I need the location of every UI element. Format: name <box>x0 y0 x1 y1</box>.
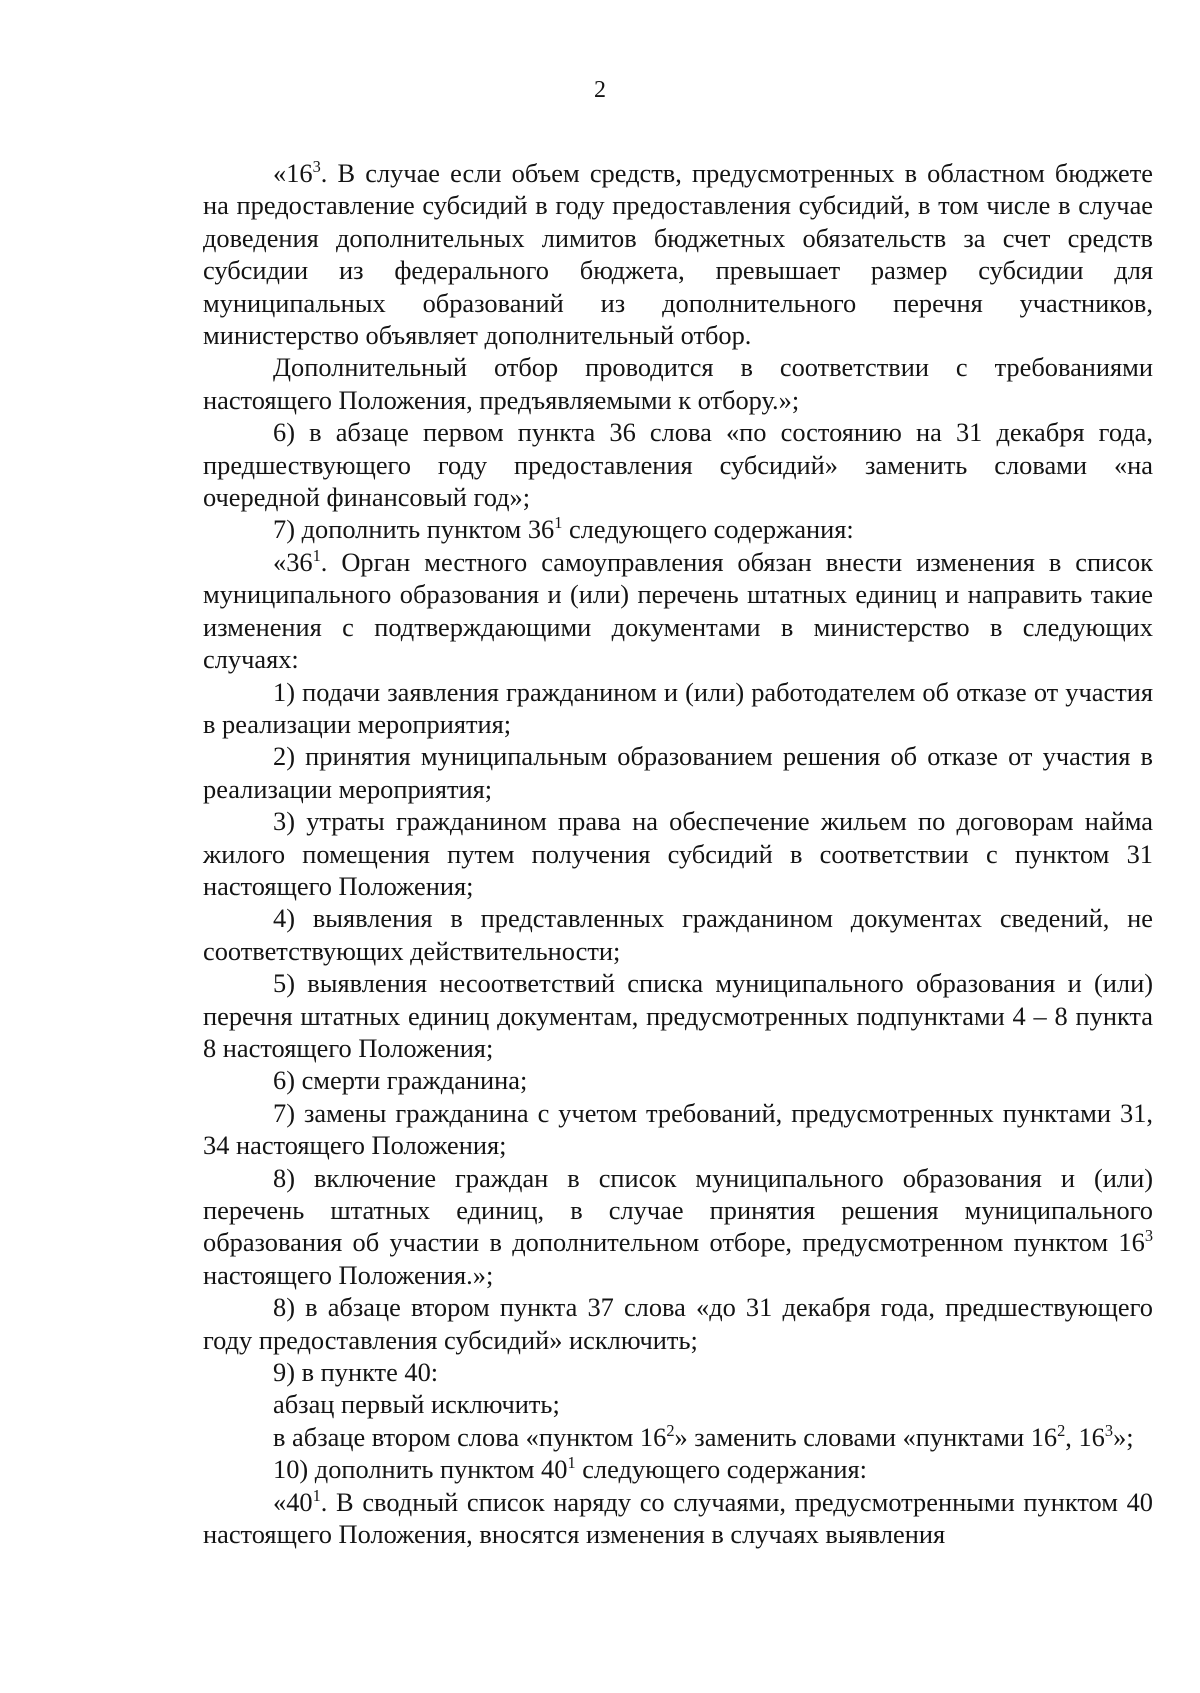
paragraph <box>203 351 1153 416</box>
text-run: следующего содержания: <box>562 514 854 545</box>
text-run: абзац первый исключить; <box>273 1389 560 1420</box>
paragraph <box>203 676 1153 741</box>
paragraph <box>203 1097 1153 1162</box>
paragraph <box>203 967 1153 1064</box>
text-run: 3) утраты гражданином права на обеспечение жильем по договорам найма жилого помещения путем получения субсидий в соответствии с пунктом 31 настоящего Положения; <box>203 806 1153 901</box>
paragraph <box>203 1453 1153 1485</box>
superscript: 3 <box>312 156 321 176</box>
paragraph <box>203 805 1153 902</box>
text-run: следующего содержания: <box>575 1454 867 1485</box>
text-run: 6) в абзаце первом пункта 36 слова «по состоянию на 31 декабря года, предшествующего году предоставления субсидий» заменить словами «на очередной финансовый год»; <box>203 417 1153 513</box>
paragraph <box>203 1388 1153 1420</box>
text-run: 2) принятия муниципальным образованием решения об отказе от участия в реализации мероприятия; <box>203 741 1153 804</box>
text-run: . Орган местного самоуправления обязан внести изменения в список муниципального образования и (или) перечень штатных единиц и направить такие изменения с подтверждающими документами в министерство в следующих случаях: <box>203 546 1153 675</box>
superscript: 1 <box>312 1485 321 1505</box>
text-run: 8) включение граждан в список муниципального образования и (или) перечень штатных единиц, в случае принятия решения муниципального образования об участии в дополнительном отборе, предусмотренном пунктом 16 <box>203 1162 1153 1258</box>
text-run: 8) в абзаце втором пункта 37 слова «до 31 декабря года, предшествующего году предоставления субсидий» исключить; <box>203 1292 1153 1355</box>
paragraph <box>203 902 1153 967</box>
text-run: . В случае если объем средств, предусмотренных в областном бюджете на предоставление субсидий в году предоставления субсидий, в том числе в случае доведения дополнительных лимитов бюджетных обязательств за счет средств субсидии из федерального бюджета, превышает размер субсидии для муниципальных образований из дополнительного перечня участников, министерство объявляет дополнительный отбор. <box>203 158 1153 351</box>
paragraph <box>203 1162 1153 1292</box>
text-run: , 16 <box>1065 1421 1105 1452</box>
superscript: 3 <box>1104 1420 1114 1440</box>
text-run: 5) выявления несоответствий списка муниципального образования и (или) перечня штатных единиц документам, предусмотренных подпунктами 4 – 8 пункта 8 настоящего Положения; <box>203 968 1153 1063</box>
superscript: 2 <box>666 1420 675 1440</box>
text-run: 4) выявления в представленных гражданином документах сведений, не соответствующих действительности; <box>203 903 1153 966</box>
paragraph <box>203 1064 1153 1096</box>
superscript: 1 <box>312 545 321 565</box>
text-run: 6) смерти гражданина; <box>273 1065 528 1096</box>
text-run: 7) замены гражданина с учетом требований, предусмотренных пунктами 31, 34 настоящего Положения; <box>203 1097 1153 1161</box>
text-run: «36 <box>273 546 313 577</box>
paragraph <box>203 1421 1153 1453</box>
superscript: 1 <box>554 513 563 533</box>
superscript: 2 <box>1057 1420 1066 1440</box>
text-run: . В сводный список наряду со случаями, предусмотренными пунктом 40 настоящего Положения, вносятся изменения в случаях выявления <box>203 1486 1153 1550</box>
text-run: 9) в пункте 40: <box>273 1357 439 1388</box>
paragraph <box>203 157 1153 351</box>
text-run: » заменить словами «пунктами 16 <box>674 1421 1058 1452</box>
paragraph <box>203 546 1153 676</box>
text-run: Дополнительный отбор проводится в соответствии с требованиями настоящего Положения, предъявляемыми к отбору.»; <box>203 352 1153 415</box>
paragraph <box>203 416 1153 513</box>
text-run: »; <box>1113 1421 1134 1452</box>
text-run: 1) подачи заявления гражданином и (или) работодателем об отказе от участия в реализации мероприятия; <box>203 676 1153 739</box>
text-run: 7) дополнить пунктом 36 <box>273 514 555 545</box>
paragraph <box>203 1291 1153 1356</box>
text-run: «40 <box>273 1486 313 1517</box>
document-body <box>203 157 1153 1550</box>
page-number: 2 <box>594 77 606 103</box>
paragraph <box>203 1486 1153 1551</box>
paragraph <box>203 1356 1153 1388</box>
text-run: 10) дополнить пунктом 40 <box>273 1454 568 1485</box>
text-run: «16 <box>273 158 313 188</box>
text-run: в абзаце втором слова «пунктом 16 <box>273 1421 667 1452</box>
paragraph <box>203 513 1153 545</box>
paragraph <box>203 740 1153 805</box>
text-run: настоящего Положения.»; <box>203 1259 494 1290</box>
superscript: 3 <box>1144 1226 1153 1246</box>
superscript: 1 <box>567 1453 576 1473</box>
